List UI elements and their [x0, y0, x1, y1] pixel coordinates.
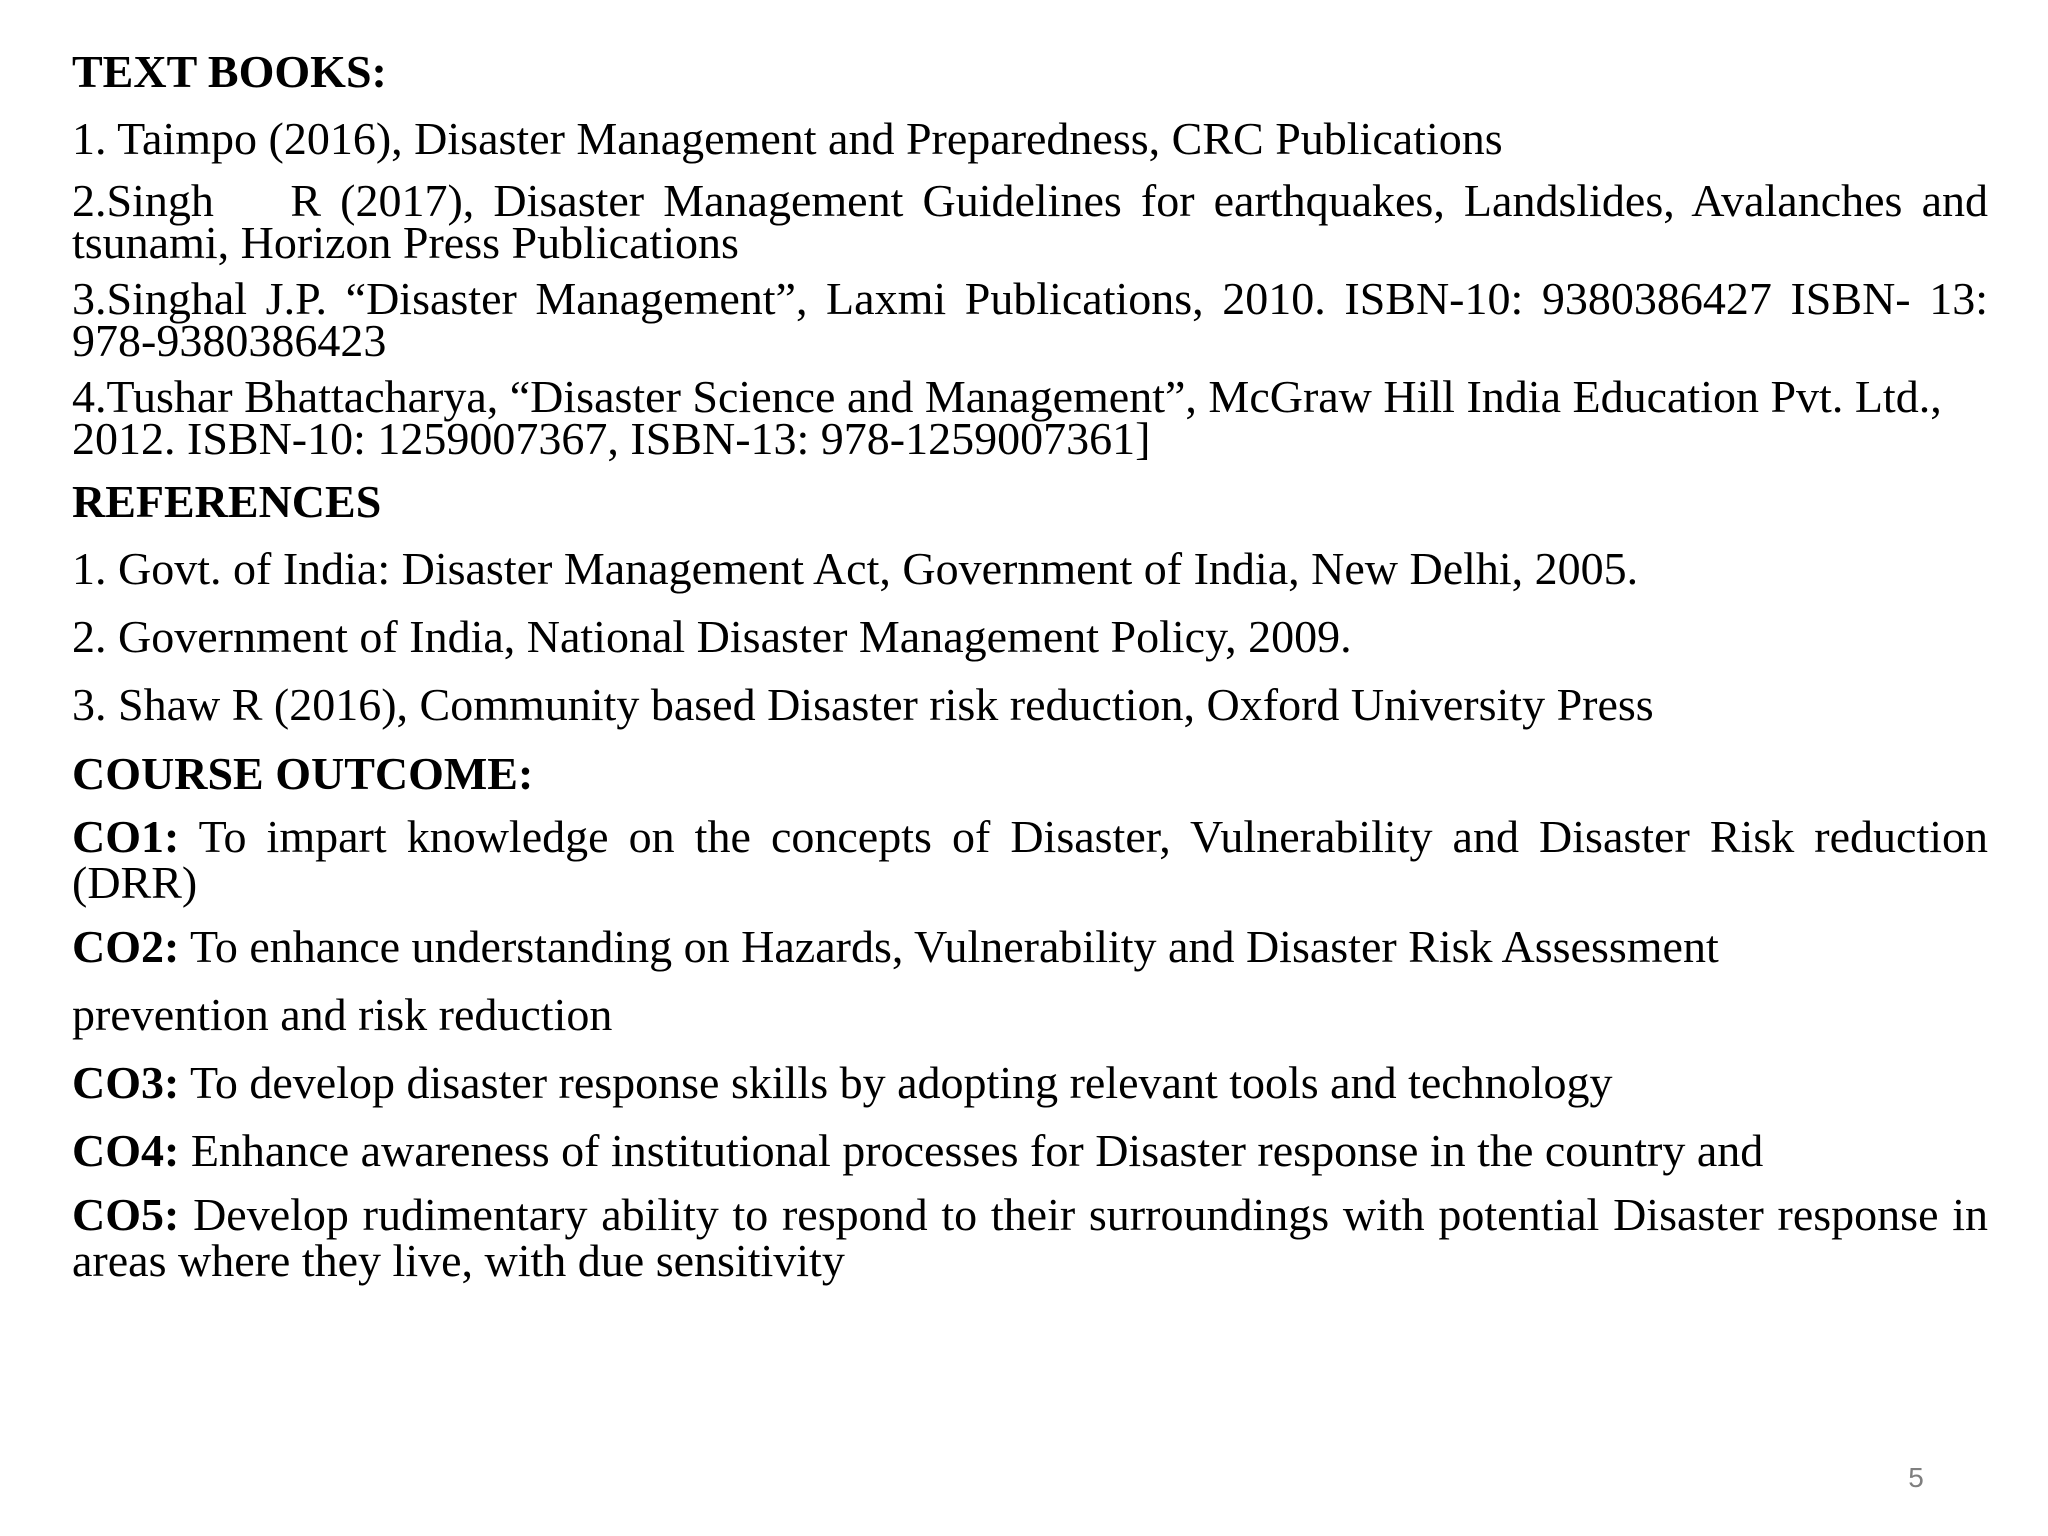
- co-tag: CO5:: [72, 1189, 180, 1240]
- course-outcome-heading: COURSE OUTCOME:: [72, 748, 534, 799]
- co-text: Develop rudimentary ability to respond to their surroundings with potential Disaster response in areas where they live, with due sensitivity: [72, 1189, 1989, 1286]
- references-heading: REFERENCES: [72, 476, 382, 527]
- course-outcome-item-co3: [72, 1056, 1988, 1110]
- co-tag: CO4:: [72, 1125, 180, 1176]
- reference-item: 3. Shaw R (2016), Community based Disaster risk reduction, Oxford University Press: [72, 679, 1654, 730]
- slide-content: [72, 44, 2000, 1298]
- co-text: To enhance understanding on Hazards, Vulnerability and Disaster Risk Assessment: [190, 921, 1719, 972]
- course-outcome-item-co2: [72, 920, 1988, 1042]
- reference-item: 2. Government of India, National Disaster Management Policy, 2009.: [72, 611, 1352, 662]
- co-text: Enhance awareness of institutional processes for Disaster response in the country and: [190, 1125, 1764, 1176]
- co-text: To impart knowledge on the concepts of Disaster, Vulnerability and Disaster Risk reduction (DRR): [72, 811, 1989, 908]
- page-number: 5: [1908, 1462, 1924, 1493]
- course-outcome-item-co4: [72, 1124, 1988, 1178]
- text-books-heading: TEXT BOOKS:: [72, 46, 387, 97]
- text-book-item: 4.Tushar Bhattacharya, “Disaster Science and Management”, McGraw Hill India Education Pvt. Ltd., 2012. ISBN-10: 1259007367, ISBN-13: 978-1259007361]: [72, 371, 1942, 464]
- co-text-continued: prevention and risk reduction: [72, 989, 613, 1040]
- course-outcome-item-co5: [72, 1189, 1989, 1286]
- co-text: To develop disaster response skills by adopting relevant tools and technology: [190, 1057, 1613, 1108]
- co-tag: CO2:: [72, 921, 180, 972]
- reference-item: 1. Govt. of India: Disaster Management Act, Government of India, New Delhi, 2005.: [72, 543, 1639, 594]
- text-book-item: 2.Singh R (2017), Disaster Management Guidelines for earthquakes, Landslides, Avalanches and tsunami, Horizon Press Publications: [72, 175, 2000, 268]
- text-book-item: 3.Singhal J.P. “Disaster Management”, Laxmi Publications, 2010. ISBN-10: 9380386427 ISBN- 13: 978-9380386423: [72, 273, 1988, 366]
- course-outcome-item-co1: [72, 811, 1989, 908]
- co-tag: CO3:: [72, 1057, 180, 1108]
- co-tag: CO1:: [72, 811, 180, 862]
- text-book-item: 1. Taimpo (2016), Disaster Management and Preparedness, CRC Publications: [72, 113, 1503, 164]
